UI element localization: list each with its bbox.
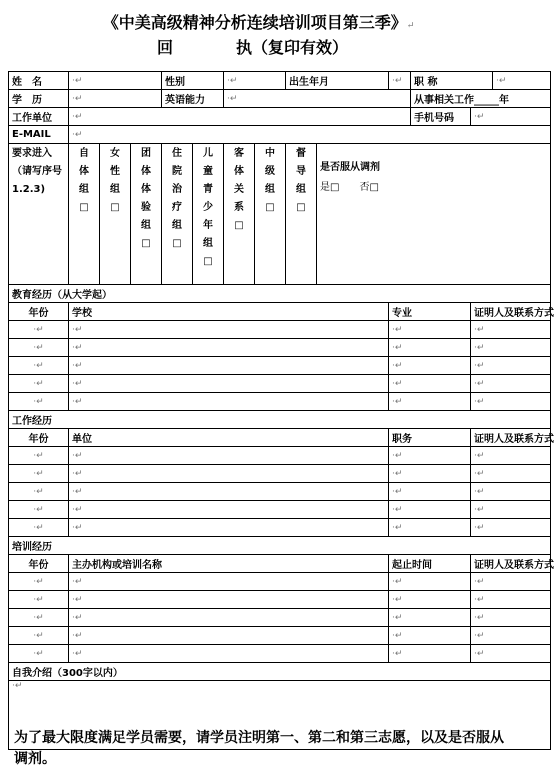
cell[interactable]: ·↵ — [69, 375, 389, 393]
cell[interactable]: ·↵ — [69, 573, 389, 591]
table-row — [9, 609, 551, 627]
table-row — [9, 519, 551, 537]
table-row — [9, 339, 551, 357]
cell[interactable]: ·↵ — [389, 357, 471, 375]
adjust-options[interactable]: 是□ 否□ — [320, 182, 379, 193]
section-training — [9, 537, 551, 555]
cell[interactable]: ·↵ — [471, 519, 551, 537]
group-option-object-relations[interactable]: 客 体 关 系 □ — [224, 144, 255, 285]
cell[interactable]: ·↵ — [69, 645, 389, 663]
cell[interactable]: ·↵ — [389, 393, 471, 411]
cell[interactable]: ·↵ — [69, 609, 389, 627]
education-col-referee: 证明人及联系方式 — [471, 303, 551, 321]
workplace-label: 工作单位 — [9, 108, 69, 126]
row-groups — [9, 144, 551, 285]
training-col-organizer: 主办机构或培训名称 — [69, 555, 389, 573]
cell[interactable]: ·↵ — [9, 393, 69, 411]
english-label: 英语能力 — [162, 90, 224, 108]
email-label: E-MAIL — [9, 126, 69, 144]
cell[interactable]: ·↵ — [389, 519, 471, 537]
table-row — [9, 375, 551, 393]
cell[interactable]: ·↵ — [9, 465, 69, 483]
section-intro — [9, 663, 551, 681]
cell[interactable]: ·↵ — [389, 627, 471, 645]
intro-field[interactable]: ·↵ — [9, 681, 551, 750]
application-form-table — [8, 71, 554, 750]
years-label: 从事相关工作_____年 — [411, 90, 551, 108]
cell[interactable]: ·↵ — [9, 609, 69, 627]
cell[interactable]: ·↵ — [9, 447, 69, 465]
cell[interactable]: ·↵ — [69, 357, 389, 375]
work-col-referee: 证明人及联系方式 — [471, 429, 551, 447]
education-col-major: 专业 — [389, 303, 471, 321]
cell[interactable]: ·↵ — [69, 339, 389, 357]
training-col-referee: 证明人及联系方式 — [471, 555, 551, 573]
education-header-row — [9, 303, 551, 321]
cell[interactable]: ·↵ — [389, 321, 471, 339]
form-title: 《中美高级精神分析连续培训项目第三季》↵ — [102, 13, 415, 32]
cell[interactable]: ·↵ — [9, 627, 69, 645]
cell[interactable]: ·↵ — [389, 591, 471, 609]
education-section-label: 教育经历（从大学起） — [9, 285, 551, 303]
cell[interactable]: ·↵ — [389, 573, 471, 591]
cell[interactable]: ·↵ — [69, 627, 389, 645]
cell[interactable]: ·↵ — [471, 357, 551, 375]
cell[interactable]: ·↵ — [471, 573, 551, 591]
footer-note: 为了最大限度满足学员需要，请学员注明第一、第二和第三志愿，以及是否服从调剂。 — [14, 730, 504, 767]
adjust-question: 是否服从调剂 — [320, 162, 381, 173]
table-row — [9, 483, 551, 501]
birth-field[interactable]: ·↵ — [389, 72, 411, 90]
gender-label: 性别 — [162, 72, 224, 90]
cell[interactable]: ·↵ — [9, 519, 69, 537]
row-name — [9, 72, 551, 90]
birth-label: 出生年月 — [286, 72, 389, 90]
cell[interactable]: ·↵ — [69, 447, 389, 465]
cell[interactable]: ·↵ — [69, 321, 389, 339]
cell[interactable]: ·↵ — [471, 609, 551, 627]
cell[interactable]: ·↵ — [389, 465, 471, 483]
group-option-self[interactable]: 自 体 组 □ — [69, 144, 100, 285]
table-row — [9, 465, 551, 483]
education-label: 学 历 — [9, 90, 69, 108]
table-row — [9, 627, 551, 645]
row-workplace — [9, 108, 551, 126]
group-option-child-adolescent[interactable]: 儿 童 青 少 年 组 □ — [193, 144, 224, 285]
cell[interactable]: ·↵ — [69, 591, 389, 609]
table-row — [9, 573, 551, 591]
cell[interactable]: ·↵ — [471, 465, 551, 483]
cell[interactable]: ·↵ — [471, 321, 551, 339]
cell[interactable]: ·↵ — [389, 645, 471, 663]
cell[interactable]: ·↵ — [69, 465, 389, 483]
education-field[interactable]: ·↵ — [69, 90, 162, 108]
cell[interactable]: ·↵ — [9, 321, 69, 339]
group-request-label: 要求进入（请写序号1.2.3) — [9, 144, 69, 285]
title-field[interactable]: ·↵ — [493, 72, 551, 90]
cell[interactable]: ·↵ — [471, 501, 551, 519]
cell[interactable]: ·↵ — [471, 393, 551, 411]
section-work — [9, 411, 551, 429]
receipt-left: 回 — [157, 38, 174, 57]
cell[interactable]: ·↵ — [69, 519, 389, 537]
cell[interactable]: ·↵ — [471, 591, 551, 609]
english-field[interactable]: ·↵ — [224, 90, 411, 108]
name-label: 姓 名 — [9, 72, 69, 90]
cell[interactable]: ·↵ — [9, 483, 69, 501]
table-row — [9, 501, 551, 519]
workplace-field[interactable]: ·↵ — [69, 108, 411, 126]
phone-label: 手机号码 — [411, 108, 471, 126]
table-row — [9, 321, 551, 339]
cell[interactable]: ·↵ — [69, 501, 389, 519]
table-row — [9, 447, 551, 465]
cell[interactable]: ·↵ — [9, 375, 69, 393]
title-label: 职 称 — [411, 72, 493, 90]
cell[interactable]: ·↵ — [471, 447, 551, 465]
education-col-school: 学校 — [69, 303, 389, 321]
training-col-year: 年份 — [9, 555, 69, 573]
receipt-right: 执（复印有效） — [236, 38, 349, 57]
group-option-supervision[interactable]: 督 导 组 □ — [286, 144, 317, 285]
name-field[interactable]: ·↵ — [69, 72, 162, 90]
cell[interactable]: ·↵ — [389, 339, 471, 357]
table-row — [9, 357, 551, 375]
cell[interactable]: ·↵ — [471, 483, 551, 501]
group-option-female[interactable]: 女 性 组 □ — [100, 144, 131, 285]
email-field[interactable]: ·↵ — [69, 126, 551, 144]
cell[interactable]: ·↵ — [9, 645, 69, 663]
cell[interactable]: ·↵ — [389, 447, 471, 465]
table-row — [9, 393, 551, 411]
training-header-row — [9, 555, 551, 573]
work-header-row — [9, 429, 551, 447]
cell[interactable]: ·↵ — [389, 483, 471, 501]
cell[interactable]: ·↵ — [9, 591, 69, 609]
row-education — [9, 90, 551, 108]
cell[interactable]: ·↵ — [471, 339, 551, 357]
group-option-inpatient[interactable]: 住 院 治 疗 组 □ — [162, 144, 193, 285]
cell[interactable]: ·↵ — [389, 375, 471, 393]
gender-field[interactable]: ·↵ — [224, 72, 286, 90]
row-email — [9, 126, 551, 144]
work-col-unit: 单位 — [69, 429, 389, 447]
education-col-year: 年份 — [9, 303, 69, 321]
training-section-label: 培训经历 — [9, 537, 551, 555]
group-option-intermediate[interactable]: 中 级 组 □ — [255, 144, 286, 285]
cell[interactable]: ·↵ — [69, 393, 389, 411]
work-section-label: 工作经历 — [9, 411, 551, 429]
group-option-group-experience[interactable]: 团 体 体 验 组 □ — [131, 144, 162, 285]
phone-field[interactable]: ·↵ — [471, 108, 551, 126]
table-row — [9, 645, 551, 663]
work-col-position: 职务 — [389, 429, 471, 447]
cell[interactable]: ·↵ — [9, 357, 69, 375]
training-col-period: 起止时间 — [389, 555, 471, 573]
table-row — [9, 591, 551, 609]
cell[interactable]: ·↵ — [471, 645, 551, 663]
cell[interactable]: ·↵ — [9, 501, 69, 519]
cell[interactable]: ·↵ — [389, 609, 471, 627]
work-col-year: 年份 — [9, 429, 69, 447]
cell[interactable]: ·↵ — [9, 339, 69, 357]
cell[interactable]: ·↵ — [389, 501, 471, 519]
section-education — [9, 285, 551, 303]
cell[interactable]: ·↵ — [9, 573, 69, 591]
adjust-cell — [317, 144, 551, 285]
intro-label: 自我介绍（300字以内） — [9, 663, 551, 681]
cell[interactable]: ·↵ — [471, 627, 551, 645]
cell[interactable]: ·↵ — [471, 375, 551, 393]
cell[interactable]: ·↵ — [69, 483, 389, 501]
